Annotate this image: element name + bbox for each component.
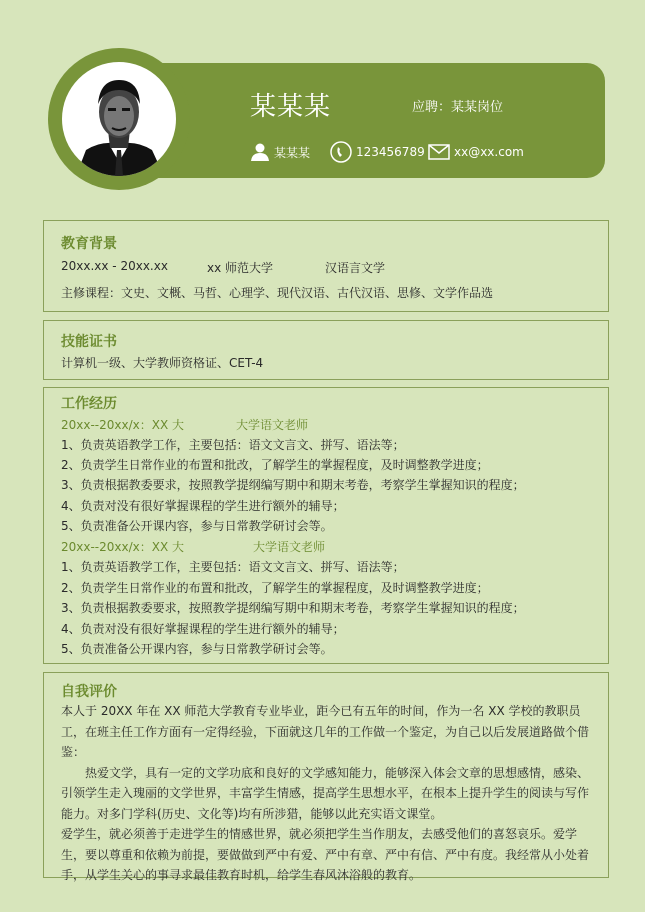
phone-icon bbox=[330, 141, 352, 163]
applied-position: 应聘：某某岗位 bbox=[412, 100, 504, 115]
job-position: 大学语文老师 bbox=[236, 418, 309, 432]
email-address: xx@xx.com bbox=[454, 145, 524, 159]
contact-email bbox=[428, 142, 524, 162]
job-duty: 5、负责准备公开课内容，参与日常教学研讨会等。 bbox=[61, 642, 333, 656]
job-duty: 5、负责准备公开课内容，参与日常教学研讨会等。 bbox=[61, 519, 333, 533]
job-duty: 2、负责学生日常作业的布置和批改，了解学生的掌握程度，及时调整教学进度； bbox=[61, 581, 489, 595]
job-duty: 3、负责根据教委要求，按照教学提纲编写期中和期末考卷，考察学生掌握知识的程度； bbox=[61, 601, 525, 615]
skills-text: 计算机一级、大学教师资格证、CET-4 bbox=[61, 356, 264, 370]
self-evaluation-text bbox=[61, 701, 597, 886]
work-section bbox=[43, 387, 609, 664]
job-duty: 2、负责学生日常作业的布置和批改，了解学生的掌握程度，及时调整教学进度； bbox=[61, 458, 489, 472]
mail-icon bbox=[428, 144, 450, 160]
job-period: 20xx--20xx/x：XX 大 bbox=[61, 418, 185, 432]
job-duty: 4、负责对没有很好掌握课程的学生进行额外的辅导； bbox=[61, 622, 345, 636]
education-major: 汉语言文学 bbox=[325, 261, 386, 275]
job-duty: 3、负责根据教委要求，按照教学提纲编写期中和期末考卷，考察学生掌握知识的程度； bbox=[61, 478, 525, 492]
education-date: 20xx.xx - 20xx.xx bbox=[61, 259, 168, 273]
self-evaluation-paragraph: 本人于 20XX 年在 XX 师范大学教育专业毕业，距今已有五年的时间，作为一名 XX 学校的教职员工，在班主任工作方面有一定得经验，下面就这几年的工作做一个鉴定，为自己以后发展道路做个借鉴： bbox=[61, 704, 590, 759]
job-position: 大学语文老师 bbox=[253, 540, 326, 554]
portrait-silhouette-icon bbox=[62, 62, 176, 176]
self-evaluation-title: 自我评价 bbox=[61, 684, 117, 700]
contact-phone bbox=[330, 142, 425, 162]
job-duty: 1、负责英语教学工作，主要包括：语文文言文、拼写、语法等； bbox=[61, 560, 405, 574]
work-title: 工作经历 bbox=[61, 396, 117, 412]
avatar bbox=[62, 62, 176, 176]
education-school: xx 师范大学 bbox=[207, 261, 274, 275]
job-duty: 1、负责英语教学工作，主要包括：语文文言文、拼写、语法等； bbox=[61, 438, 405, 452]
person-icon bbox=[250, 143, 270, 161]
contact-person bbox=[250, 142, 310, 162]
self-evaluation-paragraph: 热爱文学，具有一定的文学功底和良好的文学感知能力，能够深入体会文章的思想感情，感染、引领学生走入瑰丽的文学世界，丰富学生情感，提高学生思想水平，在根本上提升学生的阅读与写作能力。对多门学科(历史、文化等)均有所涉猎，能够以此充实语文课堂。 bbox=[61, 765, 590, 821]
candidate-name: 某某某 bbox=[250, 92, 332, 122]
contact-name: 某某某 bbox=[274, 145, 311, 160]
skills-title: 技能证书 bbox=[61, 334, 117, 350]
self-evaluation-paragraph: 爱学生，就必须善于走进学生的情感世界，就必须把学生当作朋友，去感受他们的喜怒哀乐。爱学生，要以尊重和依赖为前提，要做做到严中有爱、严中有章、严中有信、严中有度。我经常从小处着手，从学生关心的事寻求最佳教育时机，给学生春风沐浴般的教育。 bbox=[61, 827, 590, 882]
job-duty: 4、负责对没有很好掌握课程的学生进行额外的辅导； bbox=[61, 499, 345, 513]
skills-section bbox=[43, 320, 609, 380]
education-section bbox=[43, 220, 609, 312]
phone-number: 123456789 bbox=[356, 145, 425, 159]
job-period: 20xx--20xx/x：XX 大 bbox=[61, 540, 185, 554]
education-title: 教育背景 bbox=[61, 236, 117, 252]
self-evaluation-section bbox=[43, 672, 609, 882]
education-courses: 主修课程：文史、文概、马哲、心理学、现代汉语、古代汉语、思修、文学作品选 bbox=[61, 286, 494, 300]
